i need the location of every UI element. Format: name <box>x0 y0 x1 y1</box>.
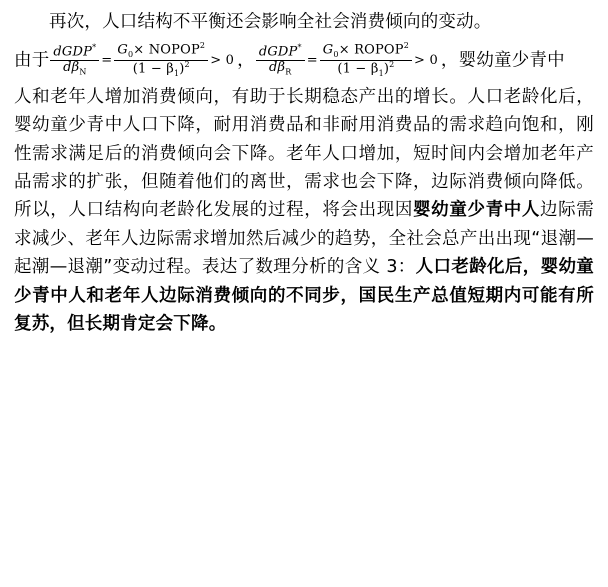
formula-2-rhs-denominator-open: (1 − β <box>337 61 379 77</box>
paragraph-1: 再次，人口结构不平衡还会影响全社会消费倾向的变动。 <box>49 12 492 32</box>
formula-2-equals: = <box>306 53 318 69</box>
formula-2-rhs-denominator-close: ) <box>383 61 390 77</box>
paragraph-2 <box>14 83 594 338</box>
paragraph-2-part-2: 边际需求减少、老年人边际需求增加然后减少的趋势，全社会总产出出现“退潮—起潮—退潮”变动过程。表达了数理分析的含义 3： <box>14 200 594 278</box>
formula-1-rhs-numerator-sup: 2 <box>199 41 206 51</box>
formula-1-rhs-denominator-sup: 2 <box>184 60 190 70</box>
formula-1-left-fraction <box>50 44 99 77</box>
formula-1-rhs-denominator-close: ) <box>179 61 185 77</box>
formula-1-lhs-numerator-sup: * <box>92 43 97 52</box>
formula-2-lhs-denominator: dβ <box>269 59 286 75</box>
formula-1-rhs-denominator-open: (1 − β <box>132 61 174 77</box>
formula-1-lhs-numerator: dGDP <box>53 44 93 60</box>
paragraph-formula <box>14 42 594 79</box>
paragraph-2-part-1: 人和老年人增加消费倾向，有助于长期稳态产出的增长。人口老龄化后，婴幼童少青中人口下降，耐用消费品和非耐用消费品的需求趋向饱和，刚性需求满足后的消费倾向会下降。老年人口增加，短时间内会增加老年产品需求的扩张，但随着他们的离世，需求也会下降，边际消费倾向降低。所以，人口结构向老龄化发展的过程，将会出现因 <box>14 87 594 221</box>
formula-2-rhs-numerator: G <box>322 42 334 58</box>
formula-2-lhs-numerator-sup: * <box>297 43 302 52</box>
formula-1 <box>50 42 236 79</box>
formula-1-lhs-denominator: dβ <box>63 59 80 75</box>
formula-2-rhs-numerator-sup: 2 <box>403 41 410 51</box>
formula-1-rhs-numerator: G <box>117 42 128 58</box>
formula-1-rhs-numerator-sub: 0 <box>127 50 134 60</box>
formula-2-rhs-numerator-term: × ROPOP <box>338 42 404 58</box>
formula-1-rhs-denominator-sub: 1 <box>173 69 180 79</box>
paragraph-2-bold-1: 婴幼童少青中人 <box>413 200 541 221</box>
formula-2-separator: ， <box>440 50 459 71</box>
formula-2-lhs-denominator-sub: R <box>285 67 292 77</box>
formula-2-rhs-denominator-sub: 1 <box>378 69 384 79</box>
formula-2-relation: > 0 <box>414 53 438 69</box>
formula-2-lhs-numerator: dGDP <box>258 44 298 60</box>
formula-1-separator: ， <box>237 50 255 71</box>
formula-2-left-fraction <box>256 44 305 77</box>
formula-2-rhs-numerator-sub: 0 <box>333 50 339 60</box>
paragraph-2-bold-2: 人口老龄化后，婴幼童少青中人和老年人边际消费倾向的不同步，国民生产总值短期内可能有所复苏，但长期肯定会下降。 <box>14 257 595 334</box>
formula-1-relation: > 0 <box>210 53 235 69</box>
formula-1-lhs-denominator-sub: N <box>79 67 87 77</box>
formula-1-equals: = <box>101 53 113 69</box>
formula-lead-text: 由于 <box>14 50 50 71</box>
formula-2 <box>256 42 440 79</box>
formula-1-right-fraction <box>114 42 208 79</box>
formula-tail-text: 婴幼童少青中 <box>458 50 565 71</box>
formula-1-rhs-numerator-term: × NOPOP <box>133 42 200 58</box>
formula-2-rhs-denominator-sup: 2 <box>389 60 395 70</box>
formula-2-right-fraction <box>320 42 412 79</box>
